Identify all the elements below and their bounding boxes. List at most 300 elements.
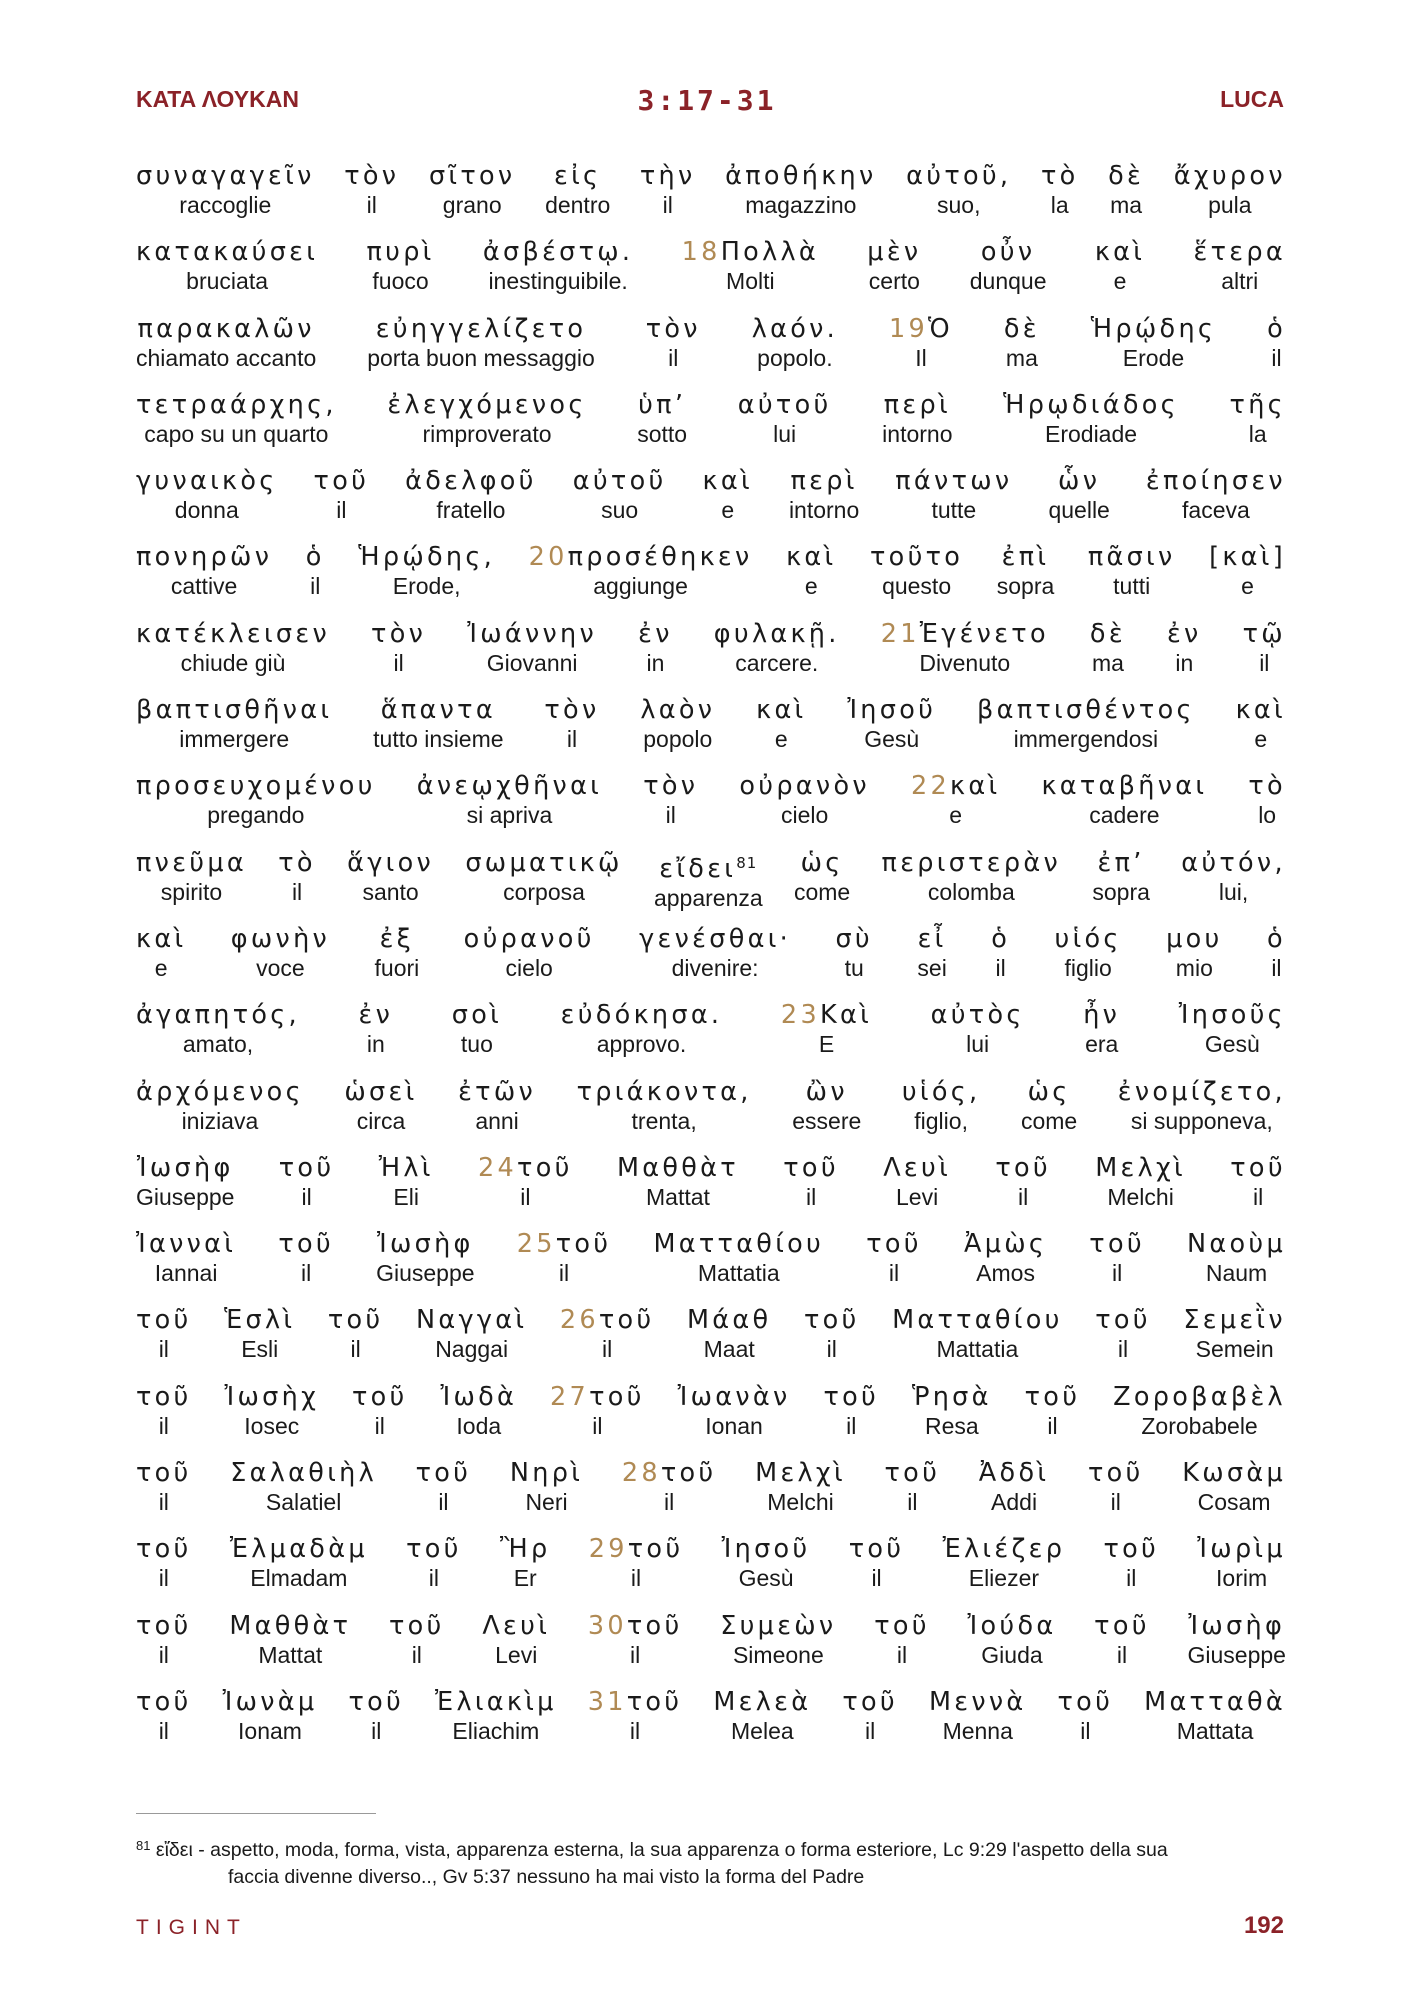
- word-pair: [279, 1152, 335, 1210]
- greek-word: τοῦ: [136, 1534, 192, 1565]
- greek-word: Νηρὶ: [509, 1458, 584, 1489]
- interlinear-line: [136, 1228, 1286, 1304]
- greek-word: αὐτοῦ: [572, 466, 667, 497]
- italian-gloss: il: [865, 1717, 876, 1744]
- greek-word: Μάαθ: [687, 1305, 772, 1336]
- greek-word: ἐν: [358, 1000, 394, 1031]
- greek-word: προσευχομένου: [136, 771, 376, 802]
- verse-number: 29: [588, 1534, 628, 1565]
- italian-gloss: cielo: [780, 802, 829, 829]
- greek-word: δὲ: [1089, 618, 1126, 649]
- italian-gloss: e: [154, 954, 168, 981]
- italian-gloss: Eli: [393, 1183, 419, 1210]
- word-pair: [1174, 160, 1286, 218]
- word-pair: [881, 618, 1049, 676]
- word-pair: [231, 923, 330, 981]
- italian-gloss: il: [158, 1717, 169, 1744]
- italian-gloss: fuoco: [372, 268, 429, 295]
- greek-word: Λευὶ: [482, 1610, 551, 1641]
- word-pair: [703, 465, 753, 523]
- interlinear-line: [136, 923, 1286, 999]
- italian-gloss: tuo: [460, 1031, 493, 1058]
- italian-gloss: il: [158, 1641, 169, 1668]
- word-pair: [653, 1228, 824, 1286]
- word-pair: [902, 1076, 981, 1134]
- word-pair: [328, 1304, 384, 1362]
- word-pair: [405, 465, 537, 523]
- word-pair: [389, 1610, 445, 1668]
- interlinear-line: [136, 1533, 1286, 1609]
- word-pair: [714, 618, 840, 676]
- word-pair: [136, 1381, 192, 1439]
- word-pair: [1003, 389, 1179, 447]
- word-pair: [465, 847, 622, 905]
- word-pair: [136, 1457, 192, 1515]
- interlinear-text: [136, 160, 1286, 1762]
- word-pair: [347, 847, 434, 905]
- greek-word: τοῦ: [415, 1458, 472, 1489]
- italian-gloss: Salatiel: [265, 1489, 342, 1516]
- footnote-marker: 81: [136, 1838, 151, 1853]
- greek-word: Ματταθὰ: [1144, 1686, 1286, 1717]
- word-pair: [1230, 389, 1286, 447]
- italian-gloss: immergendosi: [1013, 726, 1159, 753]
- greek-word: 30τοῦ: [587, 1610, 683, 1641]
- word-pair: [682, 236, 819, 294]
- word-pair: [1041, 160, 1079, 218]
- greek-word: Ἰωδὰ: [440, 1381, 518, 1412]
- greek-word: ὡς: [1027, 1076, 1071, 1107]
- word-pair: [1025, 1381, 1081, 1439]
- greek-word: ἐξ: [379, 923, 415, 954]
- page-number: 192: [1243, 1912, 1284, 1939]
- italian-gloss: Levi: [895, 1183, 939, 1210]
- greek-word: Μαθθὰτ: [229, 1610, 352, 1641]
- italian-gloss: il: [438, 1489, 449, 1516]
- interlinear-line: [136, 694, 1286, 770]
- italian-gloss: pregando: [207, 802, 305, 829]
- italian-gloss: donna: [174, 497, 239, 524]
- italian-gloss: il: [411, 1641, 422, 1668]
- word-pair: [358, 541, 495, 599]
- italian-gloss: E: [818, 1031, 835, 1058]
- word-pair: [847, 694, 936, 752]
- word-pair: [781, 999, 872, 1057]
- word-pair: [225, 1381, 320, 1439]
- greek-word: Ῥησὰ: [911, 1381, 992, 1412]
- italian-gloss: cielo: [505, 954, 553, 981]
- greek-word: τοῦ: [327, 1305, 384, 1336]
- italian-gloss: popolo: [643, 726, 713, 753]
- greek-word: γενέσθαι·: [639, 923, 792, 954]
- word-pair: [804, 1304, 860, 1362]
- greek-word: 18Πολλὰ: [681, 237, 819, 268]
- word-pair: [517, 1228, 612, 1286]
- word-pair: [344, 160, 399, 218]
- italian-gloss: Ionam: [238, 1717, 302, 1744]
- italian-gloss: il: [566, 726, 578, 753]
- italian-gloss: suo,: [937, 192, 981, 218]
- word-pair: [883, 1152, 951, 1210]
- italian-gloss: il: [158, 1489, 169, 1516]
- greek-word: Ἀμὼς: [963, 1229, 1048, 1260]
- word-pair: [622, 1457, 717, 1515]
- italian-gloss: Giuseppe: [376, 1260, 475, 1287]
- word-pair: [842, 1686, 898, 1744]
- greek-word: ὁ: [305, 542, 325, 573]
- word-pair: [889, 313, 953, 371]
- word-pair: [1146, 465, 1286, 523]
- greek-word: τῆς: [1229, 389, 1286, 420]
- italian-gloss: fuori: [374, 954, 420, 981]
- greek-word: τοῦ: [136, 1686, 192, 1717]
- italian-gloss: raccoglie: [179, 192, 272, 218]
- greek-word: καὶ: [786, 542, 837, 573]
- greek-word: σὺ: [835, 923, 873, 954]
- verse-number: 27: [550, 1381, 590, 1412]
- word-pair: [964, 1228, 1047, 1286]
- word-pair: [136, 999, 300, 1057]
- italian-gloss: il: [291, 878, 303, 905]
- greek-word: τοῦ: [278, 1229, 334, 1260]
- word-pair: [835, 923, 873, 981]
- italian-gloss: il: [1080, 1717, 1091, 1744]
- greek-word: εἰς: [554, 161, 602, 191]
- greek-word: Ἰησοῦ: [721, 1534, 811, 1565]
- greek-word: συναγαγεῖν: [136, 161, 315, 191]
- italian-gloss: bruciata: [186, 268, 268, 295]
- verse-number: 28: [621, 1458, 661, 1489]
- greek-word: αὐτὸς: [930, 1000, 1025, 1031]
- word-pair: [639, 923, 791, 981]
- greek-word: οὐρανὸν: [739, 771, 870, 802]
- greek-word: πνεῦμα: [136, 847, 247, 878]
- italian-gloss: sopra: [996, 573, 1055, 600]
- word-pair: [136, 541, 272, 599]
- word-pair: [970, 236, 1047, 294]
- word-pair: [464, 923, 595, 981]
- greek-word: παρακαλῶν: [137, 313, 315, 344]
- italian-gloss: chiude giù: [180, 649, 286, 676]
- greek-word: τοῦ: [313, 466, 370, 497]
- word-pair: [738, 389, 832, 447]
- greek-word: τετραάρχης,: [136, 389, 337, 420]
- italian-gloss: figlio,: [914, 1107, 968, 1134]
- word-pair: [654, 847, 763, 911]
- word-pair: [789, 465, 859, 523]
- greek-word: τοῦ: [1089, 1229, 1145, 1260]
- greek-word: 31τοῦ: [587, 1686, 683, 1717]
- greek-word: τὸν: [544, 695, 600, 726]
- word-pair: [482, 1610, 550, 1668]
- italian-gloss: Melchi: [767, 1489, 834, 1516]
- greek-word: τὸ: [1248, 771, 1286, 802]
- word-pair: [544, 694, 599, 752]
- italian-gloss: lo: [1258, 802, 1277, 829]
- interlinear-line: [136, 1381, 1286, 1457]
- word-pair: [367, 313, 595, 371]
- italian-gloss: Melea: [731, 1717, 794, 1744]
- italian-gloss: corposa: [503, 878, 585, 905]
- greek-word: ὧν: [1058, 466, 1101, 497]
- italian-gloss: quelle: [1048, 497, 1110, 524]
- italian-gloss: il: [995, 954, 1006, 981]
- italian-gloss: il: [1259, 649, 1270, 676]
- greek-word: τοῦ: [884, 1458, 941, 1489]
- greek-word: 26τοῦ: [559, 1305, 655, 1336]
- word-pair: [344, 1076, 417, 1134]
- italian-gloss: inestinguibile.: [488, 268, 628, 295]
- italian-gloss: il: [1047, 1412, 1058, 1439]
- greek-word: 24τοῦ: [477, 1152, 573, 1183]
- greek-word: ὁ: [1266, 923, 1286, 954]
- word-pair: [230, 1533, 368, 1591]
- word-pair: [230, 1457, 377, 1515]
- italian-gloss: e: [1254, 726, 1268, 753]
- word-pair: [136, 1533, 192, 1591]
- italian-gloss: il: [1116, 1641, 1128, 1668]
- word-pair: [1089, 1228, 1145, 1286]
- italian-gloss: Addi: [991, 1489, 1038, 1516]
- italian-gloss: Naggai: [435, 1336, 509, 1363]
- footnote-reference[interactable]: 81: [736, 853, 758, 872]
- italian-gloss: Mattata: [1176, 1717, 1254, 1744]
- word-pair: [1267, 313, 1286, 371]
- word-pair: [1083, 999, 1120, 1057]
- greek-word: περὶ: [790, 466, 858, 497]
- word-pair: [1179, 999, 1286, 1057]
- italian-gloss: Giuseppe: [1187, 1641, 1286, 1668]
- italian-gloss: ma: [1005, 344, 1038, 371]
- italian-gloss: ma: [1110, 192, 1143, 218]
- greek-word: Ἑσλὶ: [224, 1305, 296, 1336]
- word-pair: [882, 389, 952, 447]
- greek-word: ἐπὶ: [1001, 542, 1050, 573]
- greek-word: καταβῆναι: [1041, 771, 1208, 802]
- word-pair: [977, 694, 1195, 752]
- greek-word: ἦν: [1083, 1000, 1121, 1031]
- word-pair: [1095, 1304, 1151, 1362]
- italian-gloss: il: [896, 1641, 908, 1668]
- interlinear-line: [136, 1152, 1286, 1228]
- chapter-verse-range: 3:17-31: [637, 84, 777, 117]
- footnote-divider: [136, 1813, 376, 1814]
- word-pair: [725, 160, 876, 218]
- greek-word: τοῦ: [136, 1305, 192, 1336]
- word-pair: [588, 1686, 683, 1744]
- word-pair: [588, 1610, 683, 1668]
- italian-gloss: lui: [966, 1031, 990, 1058]
- greek-word: ἕτερα: [1193, 237, 1286, 268]
- italian-gloss: tu: [844, 954, 864, 981]
- italian-gloss: tutti: [1113, 573, 1151, 600]
- interlinear-line: [136, 999, 1286, 1075]
- greek-word: καὶ: [1094, 237, 1146, 268]
- word-pair: [373, 694, 503, 752]
- publisher-mark: TIGINT: [136, 1916, 247, 1939]
- italian-gloss: carcere.: [735, 649, 819, 676]
- italian-gloss: il: [371, 1717, 382, 1744]
- book-title-greek: ΚΑΤΑ ΛΟΥΚΑΝ: [136, 86, 299, 112]
- interlinear-line: [136, 1076, 1286, 1152]
- italian-gloss: il: [158, 1336, 169, 1363]
- italian-gloss: il: [158, 1412, 169, 1439]
- italian-gloss: altri: [1221, 268, 1259, 295]
- word-pair: [1090, 618, 1126, 676]
- word-pair: [136, 313, 316, 371]
- italian-gloss: circa: [356, 1107, 406, 1134]
- word-pair: [1091, 313, 1216, 371]
- italian-gloss: immergere: [179, 726, 290, 753]
- greek-word: τοῦ: [1230, 1152, 1286, 1183]
- italian-gloss: intorno: [882, 420, 953, 447]
- italian-gloss: tutte: [931, 497, 977, 524]
- italian-gloss: tutto insieme: [373, 726, 504, 753]
- italian-gloss: Er: [513, 1565, 537, 1592]
- greek-word: Ἰωσὴφ: [1188, 1610, 1286, 1641]
- greek-word: ὁ: [991, 923, 1011, 954]
- greek-word: υἱός,: [901, 1076, 981, 1107]
- italian-gloss: sei: [917, 954, 947, 981]
- greek-word: εὐηγγελίζετο: [375, 313, 587, 344]
- verse-number: 26: [559, 1305, 599, 1336]
- italian-gloss: si apriva: [466, 802, 553, 829]
- greek-word: Ματταθίου: [892, 1305, 1063, 1336]
- word-pair: [1187, 1610, 1285, 1668]
- word-pair: [991, 923, 1010, 981]
- greek-word: Συμεὼν: [720, 1610, 837, 1641]
- interlinear-line: [136, 1610, 1286, 1686]
- italian-gloss: fratello: [436, 497, 506, 524]
- italian-gloss: faceva: [1182, 497, 1250, 524]
- greek-word: εἶ: [917, 923, 947, 954]
- word-pair: [870, 541, 963, 599]
- greek-word: Μελεὰ: [713, 1686, 812, 1717]
- greek-word: υἱός: [1054, 923, 1122, 954]
- greek-word: Ἰωρὶμ: [1197, 1534, 1286, 1565]
- verse-number: 31: [587, 1686, 627, 1717]
- greek-word: ἐν: [1166, 618, 1202, 649]
- italian-gloss: figlio: [1064, 954, 1112, 981]
- italian-gloss: chiamato accanto: [136, 344, 317, 371]
- word-pair: [792, 1076, 861, 1134]
- greek-word: ἀρχόμενος: [136, 1076, 304, 1107]
- italian-gloss: il: [428, 1565, 440, 1592]
- word-pair: [560, 1304, 655, 1362]
- word-pair: [794, 847, 850, 905]
- italian-gloss: il: [301, 1260, 312, 1287]
- greek-word: τοῦ: [1095, 1305, 1151, 1336]
- word-pair: [440, 1381, 517, 1439]
- word-pair: [416, 1457, 472, 1515]
- verse-number: 25: [516, 1229, 556, 1260]
- italian-gloss: il: [846, 1412, 857, 1439]
- word-pair: [722, 1533, 811, 1591]
- word-pair: [1092, 847, 1150, 905]
- word-pair: [1095, 236, 1145, 294]
- interlinear-line: [136, 770, 1286, 846]
- word-pair: [510, 1457, 583, 1515]
- greek-word: Ἐλιακὶμ: [435, 1686, 557, 1717]
- italian-gloss: Amos: [976, 1260, 1035, 1287]
- greek-word: Ἡρῴδης,: [358, 542, 496, 573]
- italian-gloss: Mattatia: [936, 1336, 1019, 1363]
- italian-gloss: in: [1175, 649, 1194, 676]
- italian-gloss: anni: [475, 1107, 519, 1134]
- greek-word: Ἐλιέζερ: [942, 1534, 1066, 1565]
- word-pair: [550, 1381, 645, 1439]
- word-pair: [136, 1304, 192, 1362]
- italian-gloss: mio: [1175, 954, 1213, 981]
- greek-word: ὡσεὶ: [344, 1076, 418, 1107]
- italian-gloss: cattive: [170, 573, 238, 600]
- italian-gloss: Elmadam: [250, 1565, 348, 1592]
- italian-gloss: questo: [882, 573, 952, 600]
- greek-word: μὲν: [867, 237, 922, 268]
- greek-word: Κωσὰμ: [1182, 1458, 1286, 1489]
- greek-word: πονηρῶν: [136, 542, 273, 573]
- interlinear-line: [136, 389, 1286, 465]
- italian-gloss: il: [1111, 1260, 1123, 1287]
- greek-word: 21Ἐγένετο: [880, 618, 1049, 649]
- italian-gloss: Giuseppe: [136, 1183, 235, 1210]
- interlinear-line: [136, 847, 1286, 923]
- italian-gloss: e: [804, 573, 818, 600]
- word-pair: [1021, 1076, 1077, 1134]
- greek-word: ἐν: [638, 618, 673, 649]
- greek-word: εἴδει$^{81}$: [659, 853, 758, 884]
- greek-word: 22καὶ: [910, 771, 1001, 802]
- greek-word: φυλακῇ.: [713, 618, 840, 649]
- greek-word: Ματταθίου: [653, 1229, 825, 1260]
- word-pair: [617, 1152, 739, 1210]
- interlinear-line: [136, 160, 1286, 236]
- greek-word: καὶ: [136, 923, 187, 954]
- greek-word: σοὶ: [451, 1000, 503, 1031]
- word-pair: [968, 1610, 1057, 1668]
- italian-gloss: Ioda: [456, 1412, 502, 1439]
- greek-word: τὸν: [645, 313, 701, 344]
- word-pair: [416, 1304, 527, 1362]
- greek-word: Ἀδδὶ: [978, 1458, 1050, 1489]
- interlinear-line: [136, 618, 1286, 694]
- greek-word: κατέκλεισεν: [136, 618, 330, 649]
- greek-word: τοῦ: [823, 1381, 880, 1412]
- italian-gloss: sopra: [1092, 878, 1150, 905]
- word-pair: [224, 1304, 295, 1362]
- greek-word: τοῦ: [136, 1458, 192, 1489]
- word-pair: [467, 618, 597, 676]
- word-pair: [1094, 1610, 1150, 1668]
- word-pair: [866, 1228, 922, 1286]
- greek-word: ὡς: [800, 847, 844, 878]
- word-pair: [561, 999, 723, 1057]
- italian-gloss: la: [1248, 420, 1267, 447]
- word-pair: [375, 923, 420, 981]
- italian-gloss: spirito: [160, 878, 223, 905]
- greek-word: φωνὴν: [230, 923, 331, 954]
- italian-gloss: il: [158, 1565, 169, 1592]
- italian-gloss: dentro: [545, 192, 611, 218]
- word-pair: [885, 1457, 941, 1515]
- word-pair: [136, 1228, 236, 1286]
- italian-gloss: capo su un quarto: [144, 420, 329, 447]
- italian-gloss: Esli: [241, 1336, 279, 1363]
- greek-word: τοῦ: [874, 1610, 930, 1641]
- italian-gloss: in: [646, 649, 665, 676]
- italian-gloss: Mattatia: [697, 1260, 780, 1287]
- word-pair: [929, 1686, 1027, 1744]
